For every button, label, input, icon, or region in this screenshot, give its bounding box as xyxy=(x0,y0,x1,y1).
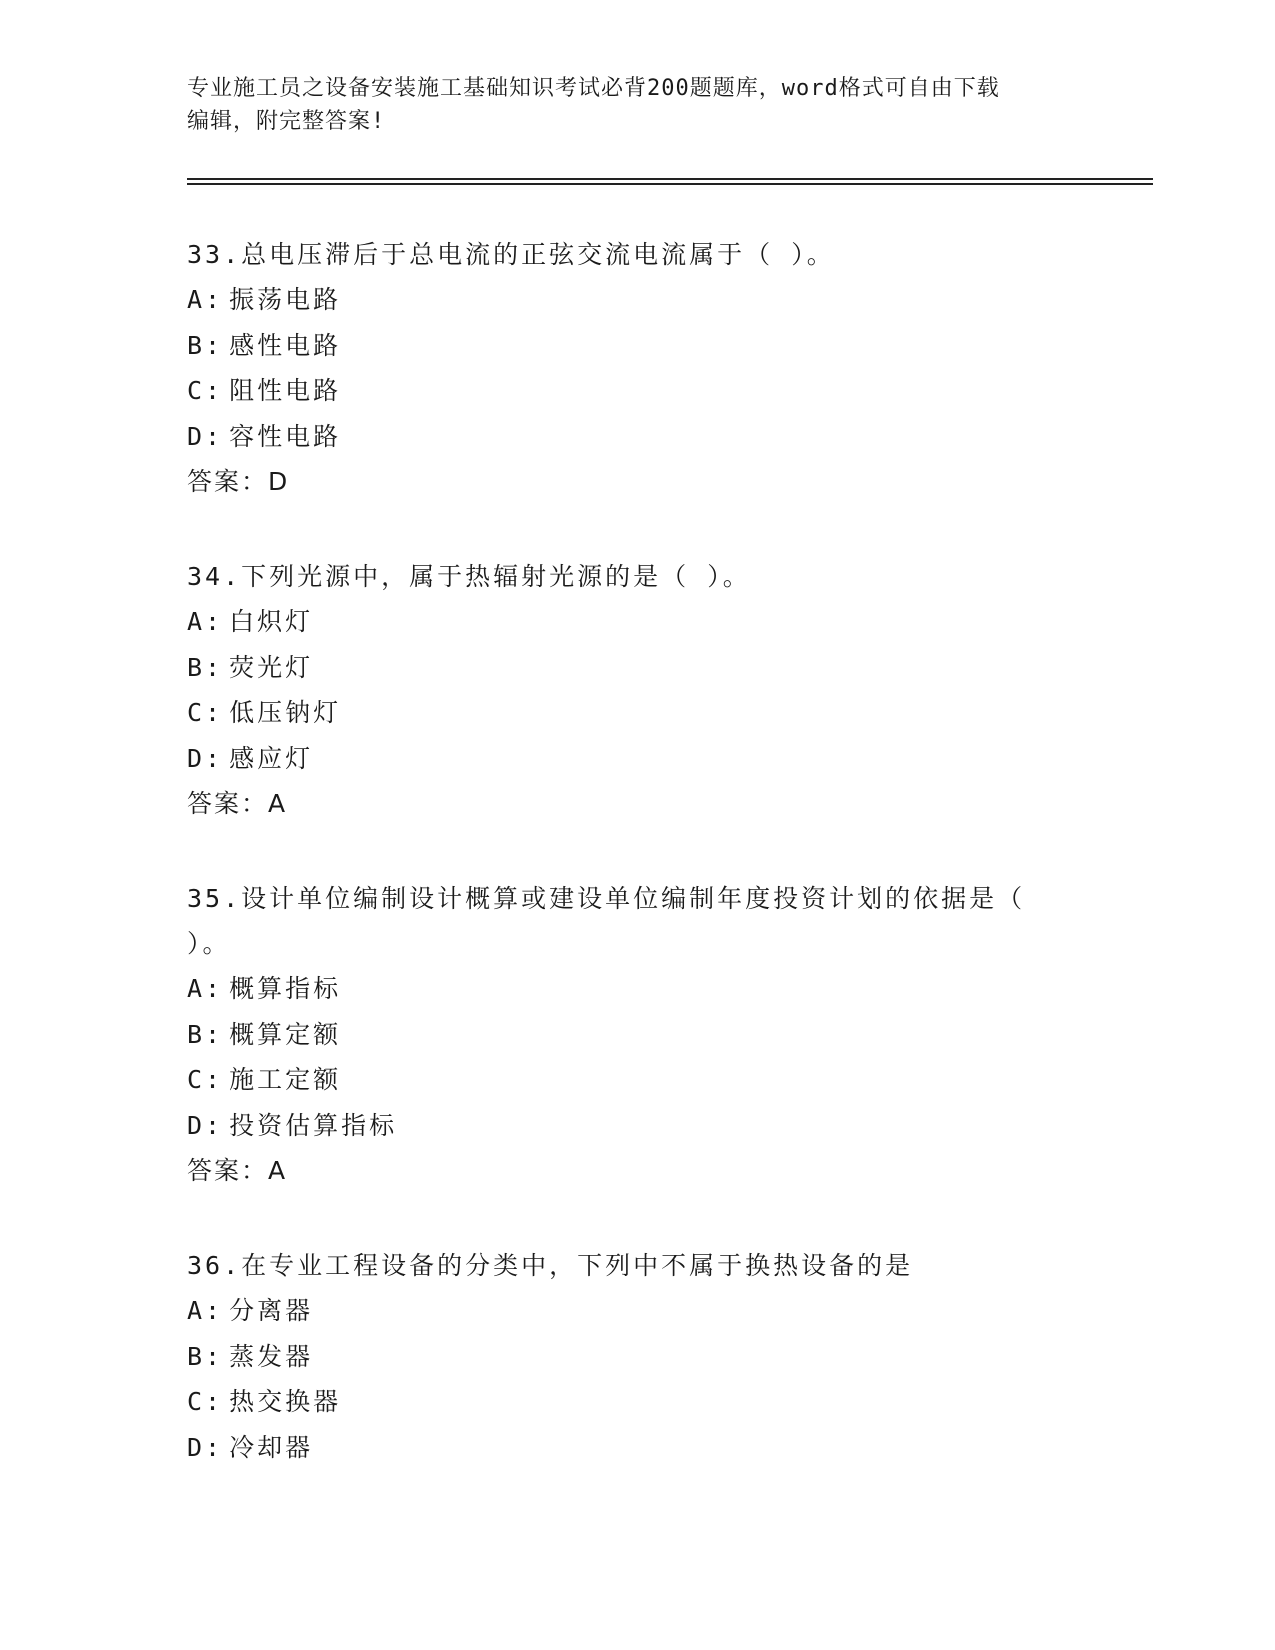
option-label: D: xyxy=(187,743,224,773)
option-d xyxy=(187,736,1087,782)
header-divider-bottom xyxy=(187,183,1153,185)
option-text: 白炽灯 xyxy=(229,607,314,636)
option-a xyxy=(187,1288,1087,1334)
question-list xyxy=(187,232,1087,1520)
option-b xyxy=(187,1012,1087,1058)
option-c xyxy=(187,368,1087,414)
option-label: A: xyxy=(187,974,224,1003)
option-text: 热交换器 xyxy=(229,1387,342,1416)
option-text: 概算定额 xyxy=(229,1019,342,1049)
option-label: D: xyxy=(187,1110,224,1140)
option-label: A: xyxy=(187,1296,224,1325)
question-stem: 33.总电压滞后于总电流的正弦交流电流属于（ ）。 xyxy=(187,240,835,269)
document-header xyxy=(187,72,1087,138)
option-label: B: xyxy=(187,1019,224,1049)
option-text: 蒸发器 xyxy=(229,1341,314,1371)
option-label: D: xyxy=(187,1432,224,1462)
question-33 xyxy=(187,232,1087,504)
header-divider-top xyxy=(187,178,1153,180)
option-c xyxy=(187,690,1087,736)
option-label: C: xyxy=(187,1065,224,1094)
answer-line: 答案：D xyxy=(187,467,290,496)
answer-line: 答案：A xyxy=(187,1156,288,1185)
option-label: C: xyxy=(187,698,224,727)
question-36 xyxy=(187,1243,1087,1470)
question-stem: 35.设计单位编制设计概算或建设单位编制年度投资计划的依据是（ xyxy=(187,884,1026,913)
option-b xyxy=(187,323,1087,369)
option-d xyxy=(187,414,1087,460)
question-34 xyxy=(187,554,1087,826)
option-a xyxy=(187,599,1087,645)
option-label: B: xyxy=(187,652,224,682)
option-a xyxy=(187,277,1087,323)
option-text: 振荡电路 xyxy=(229,285,342,314)
option-text: 荧光灯 xyxy=(229,652,314,682)
option-b xyxy=(187,1334,1087,1380)
question-stem: 36.在专业工程设备的分类中，下列中不属于换热设备的是 xyxy=(187,1251,914,1280)
option-a xyxy=(187,966,1087,1012)
option-b xyxy=(187,645,1087,691)
option-label: B: xyxy=(187,330,224,360)
question-35 xyxy=(187,876,1087,1193)
option-text: 概算指标 xyxy=(229,974,342,1003)
option-text: 容性电路 xyxy=(229,421,342,451)
option-d xyxy=(187,1425,1087,1471)
option-text: 施工定额 xyxy=(229,1065,342,1094)
option-d xyxy=(187,1103,1087,1149)
option-label: C: xyxy=(187,376,224,405)
option-text: 感性电路 xyxy=(229,330,342,360)
question-stem: 34.下列光源中，属于热辐射光源的是（ ）。 xyxy=(187,562,751,591)
header-title-line-2: 编辑，附完整答案! xyxy=(187,109,386,134)
option-label: D: xyxy=(187,421,224,451)
answer-line: 答案：A xyxy=(187,789,288,818)
option-text: 投资估算指标 xyxy=(229,1110,398,1140)
option-label: A: xyxy=(187,285,224,314)
option-label: B: xyxy=(187,1341,224,1371)
option-c xyxy=(187,1379,1087,1425)
question-stem-continued: ）。 xyxy=(187,929,231,958)
option-c xyxy=(187,1057,1087,1103)
option-text: 低压钠灯 xyxy=(229,698,342,727)
option-label: A: xyxy=(187,607,224,636)
option-text: 感应灯 xyxy=(229,743,314,773)
option-label: C: xyxy=(187,1387,224,1416)
option-text: 阻性电路 xyxy=(229,376,342,405)
option-text: 冷却器 xyxy=(229,1432,314,1462)
option-text: 分离器 xyxy=(229,1296,314,1325)
header-title-line-1: 专业施工员之设备安装施工基础知识考试必背200题题库，word格式可自由下载 xyxy=(187,76,1000,101)
